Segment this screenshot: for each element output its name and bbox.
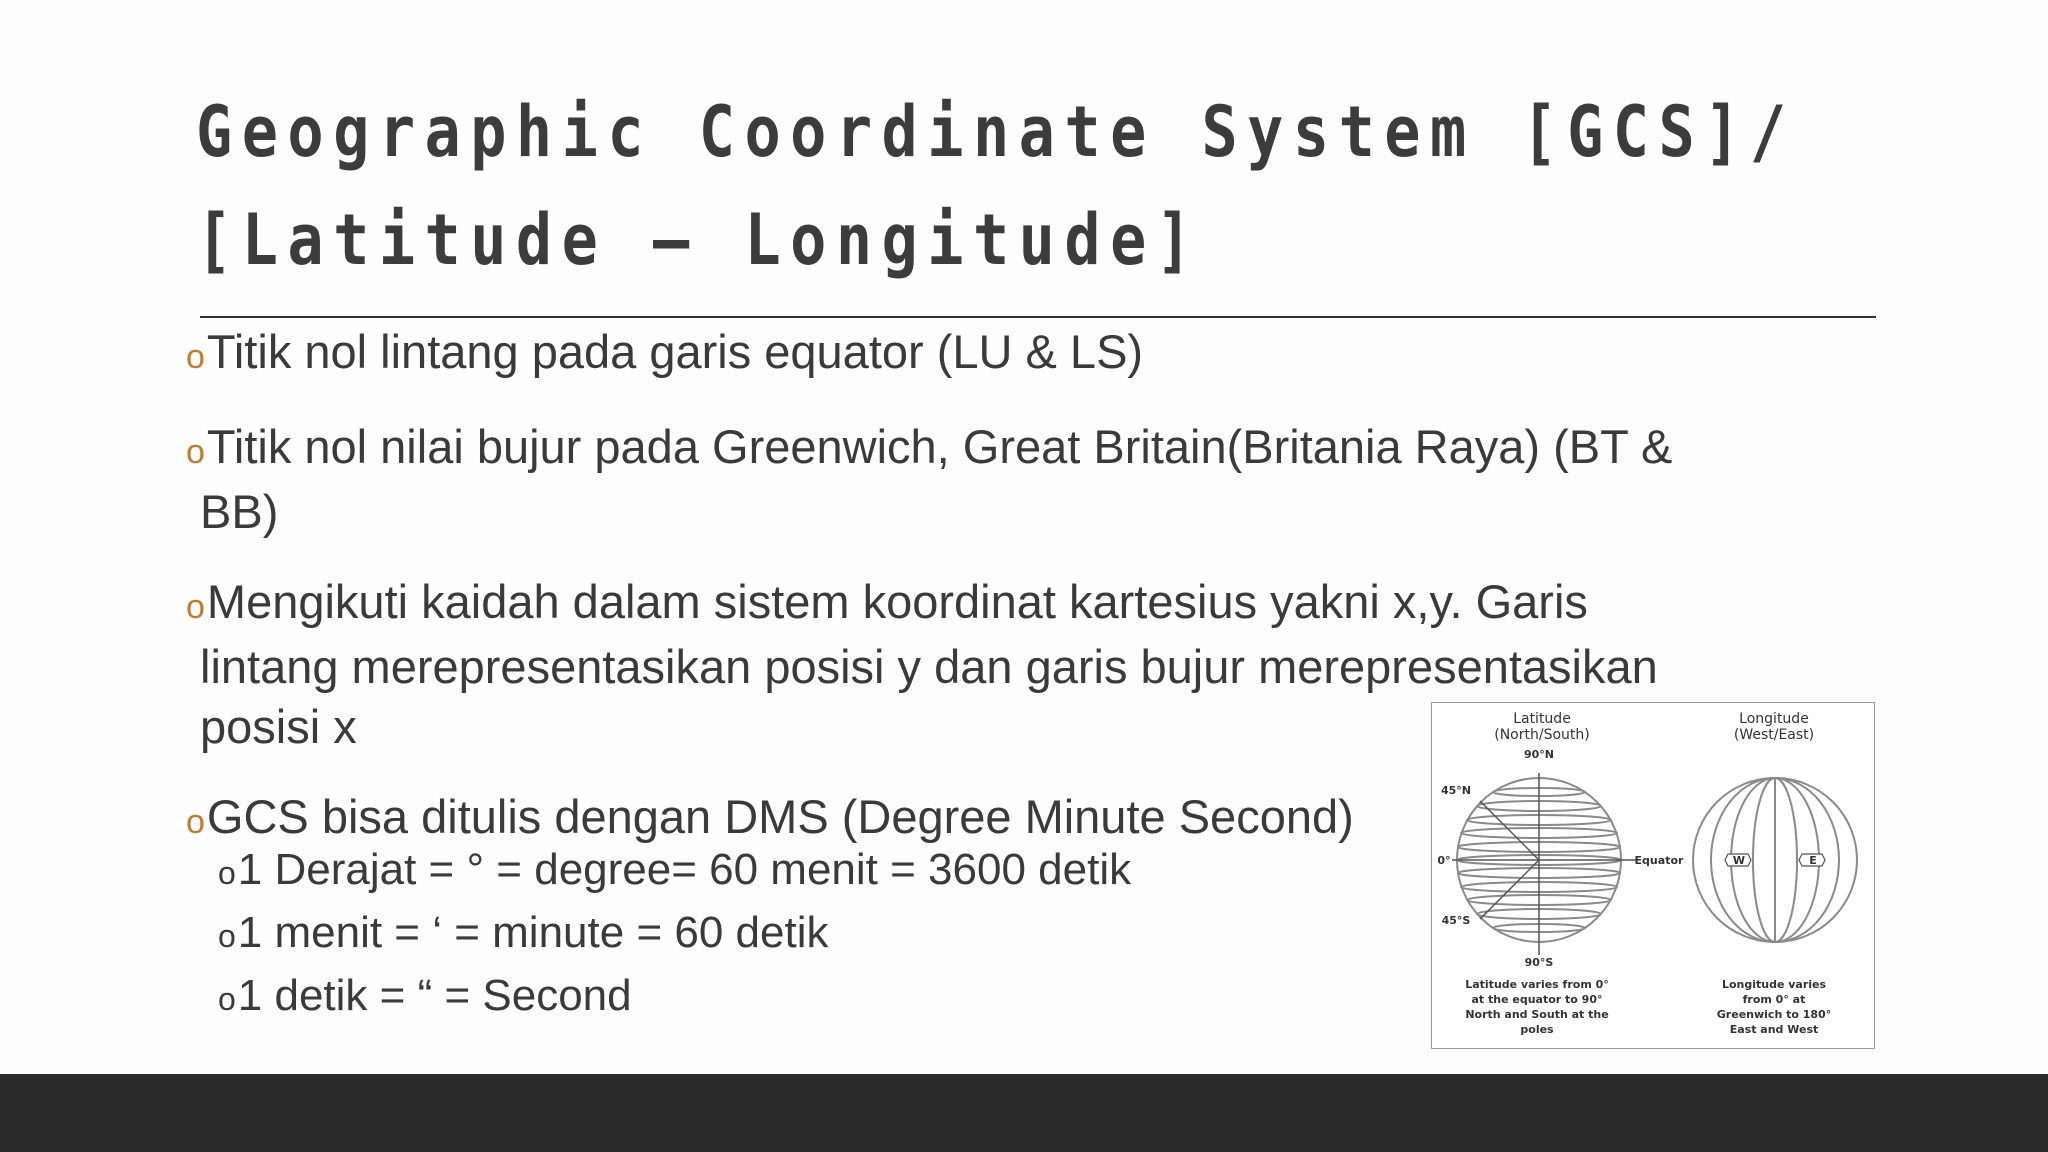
sub-bullet-item: o1 detik = “ = Second (218, 971, 632, 1020)
bullet-marker: o (186, 433, 205, 471)
label-45n: 45°N (1440, 784, 1471, 797)
latitude-caption: Latitude varies from 0° at the equator to 90° North and South at the poles (1465, 978, 1609, 1036)
label-e: E (1809, 854, 1817, 867)
latitude-heading: Latitude (North/South) (1494, 711, 1590, 743)
lat-long-figure (1431, 702, 1875, 1049)
bullet-item: oMengikuti kaidah dalam sistem koordinat kartesius yakni x,y. Garis lintang merepresentasikan posisi y dan garis bujur merepresentasikan posisi x (186, 575, 1658, 753)
label-w: W (1732, 854, 1746, 867)
longitude-caption: Longitude varies from 0° at Greenwich to 180° East and West (1716, 978, 1832, 1036)
bullet-item: oGCS bisa ditulis dengan DMS (Degree Minute Second) (186, 790, 1354, 843)
title-line-2: [Latitude – Longitude] (196, 199, 1202, 281)
bullet-marker: o (186, 588, 205, 626)
bullet-marker: o (186, 338, 205, 376)
sub-bullet-marker: o (218, 918, 236, 954)
footer-bar (0, 1074, 2048, 1152)
sub-bullet-item: o1 Derajat = ° = degree= 60 menit = 3600 detik (218, 845, 1132, 894)
label-0: 0° (1437, 854, 1451, 867)
sub-bullet-item: o1 menit = ‘ = minute = 60 detik (218, 908, 829, 957)
longitude-heading: Longitude (West/East) (1733, 711, 1815, 743)
sub-bullet-marker: o (218, 855, 236, 891)
bullet-marker: o (186, 803, 205, 841)
label-45s: 45°S (1441, 914, 1471, 927)
sub-bullet-marker: o (218, 981, 236, 1017)
bullet-item: oTitik nol lintang pada garis equator (LU & LS) (186, 325, 1144, 378)
title-line-1: Geographic Coordinate System [GCS]/ (196, 91, 1796, 173)
label-90s: 90°S (1524, 956, 1554, 969)
title-divider (200, 316, 1876, 318)
slide-title (196, 78, 1796, 294)
bullet-item: oTitik nol nilai bujur pada Greenwich, Great Britain(Britania Raya) (BT & BB) (186, 420, 1673, 538)
label-equator: Equator (1634, 854, 1684, 867)
label-90n: 90°N (1523, 748, 1554, 761)
